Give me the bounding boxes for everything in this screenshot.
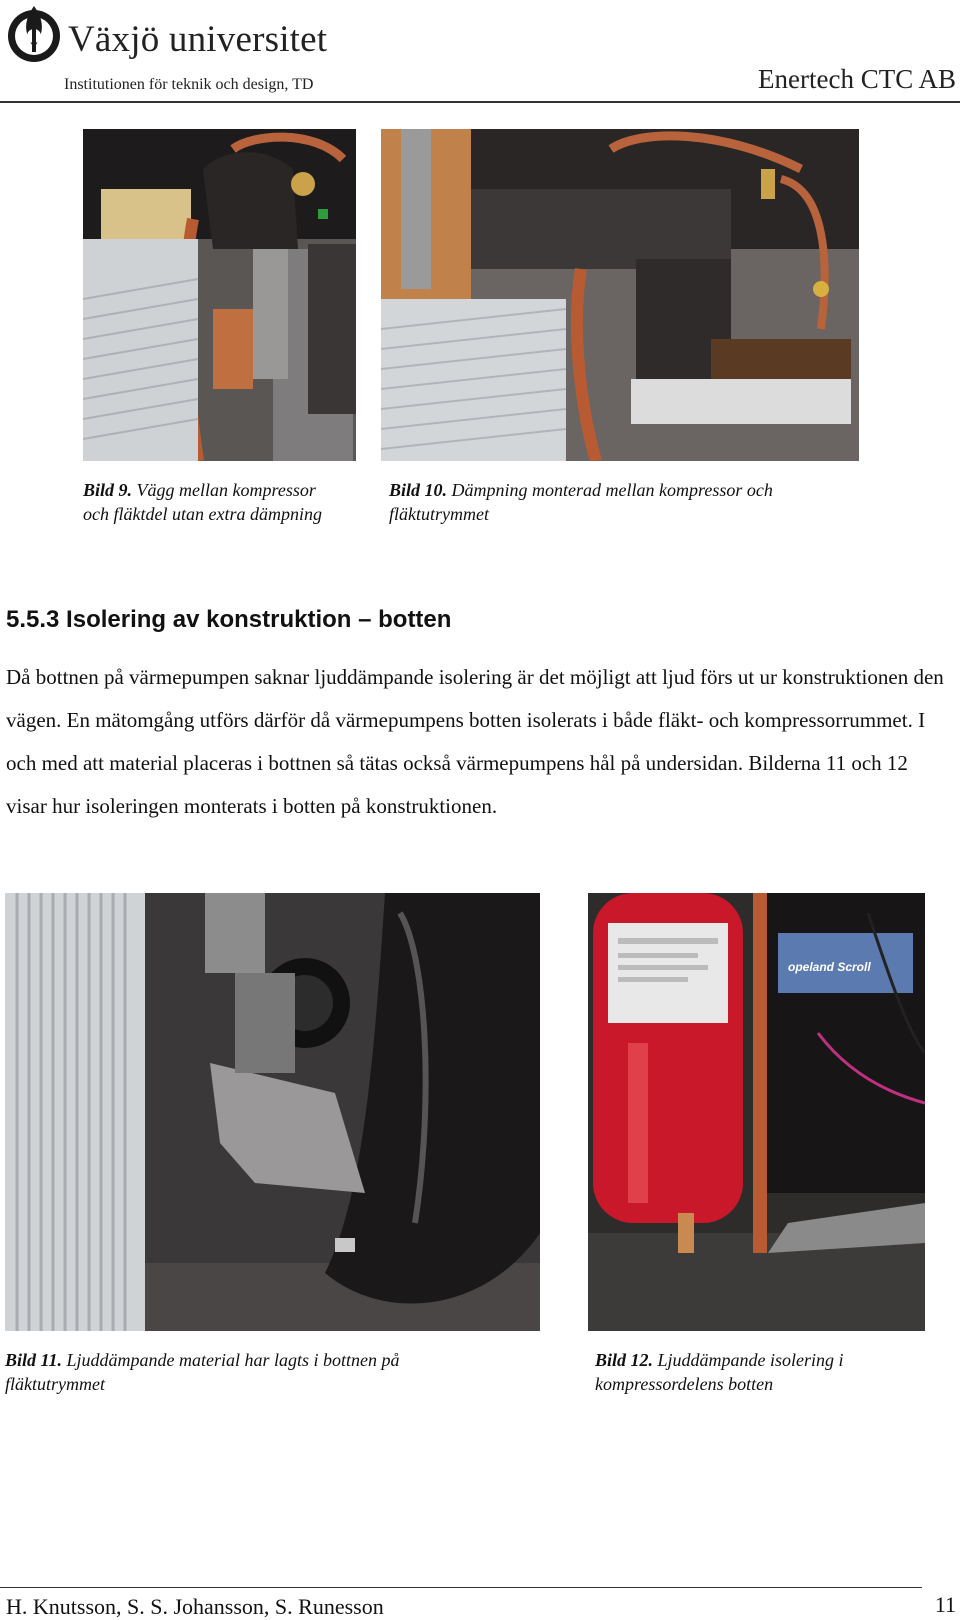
caption-bild-10-label: Bild 10. — [389, 480, 448, 500]
university-logo — [6, 2, 62, 64]
footer-authors: H. Knutsson, S. S. Johansson, S. Runesson — [6, 1594, 384, 1619]
section-paragraph: Då bottnen på värmepumpen saknar ljuddämpande isolering är det möjligt att ljud förs ut ur konstruktionen den vägen. En mätomgång utförs därför då värmepumpens botten isolerats i både fläkt- och kompressorrummet. I och med att material placeras i bottnen så tätas också värmepumpens hål på undersidan. Bilderna 11 och 12 visar hur isoleringen monterats i botten på konstruktionen. — [6, 665, 944, 818]
photo-bild-9 — [83, 129, 356, 461]
page-number: 11 — [934, 1592, 956, 1617]
caption-bild-12 — [595, 1348, 935, 1396]
caption-bild-10-text-2: fläktutrymmet — [389, 504, 489, 524]
footer-divider — [0, 1587, 922, 1588]
compressor-brand-label: opeland Scroll — [788, 960, 871, 974]
caption-bild-12-text-1: Ljuddämpande isolering i — [653, 1350, 844, 1370]
caption-bild-11-text-2: fläktutrymmet — [5, 1374, 105, 1394]
caption-bild-9-text-1: Vägg mellan kompressor — [132, 480, 316, 500]
company-name: Enertech CTC AB — [758, 64, 956, 94]
caption-bild-11-label: Bild 11. — [5, 1350, 63, 1370]
institution-name: Institutionen för teknik och design, TD — [64, 76, 314, 93]
caption-bild-10 — [389, 478, 869, 526]
caption-bild-12-label: Bild 12. — [595, 1350, 654, 1370]
photo-bild-10 — [381, 129, 859, 461]
caption-bild-12-text-2: kompressordelens botten — [595, 1374, 774, 1394]
caption-bild-9-label: Bild 9. — [83, 480, 133, 500]
caption-bild-11 — [5, 1348, 565, 1396]
header-divider — [0, 101, 960, 103]
photo-bild-12 — [588, 893, 925, 1331]
photo-bild-11 — [5, 893, 540, 1331]
university-name: Växjö universitet — [68, 19, 328, 60]
caption-bild-9 — [83, 478, 373, 526]
caption-bild-9-text-2: och fläktdel utan extra dämpning — [83, 504, 322, 524]
page-header — [0, 0, 960, 104]
caption-bild-11-text-1: Ljuddämpande material har lagts i bottnen på — [62, 1350, 400, 1370]
caption-bild-10-text-1: Dämpning monterad mellan kompressor och — [447, 480, 773, 500]
section-title: 5.5.3 Isolering av konstruktion – botten — [6, 606, 452, 633]
